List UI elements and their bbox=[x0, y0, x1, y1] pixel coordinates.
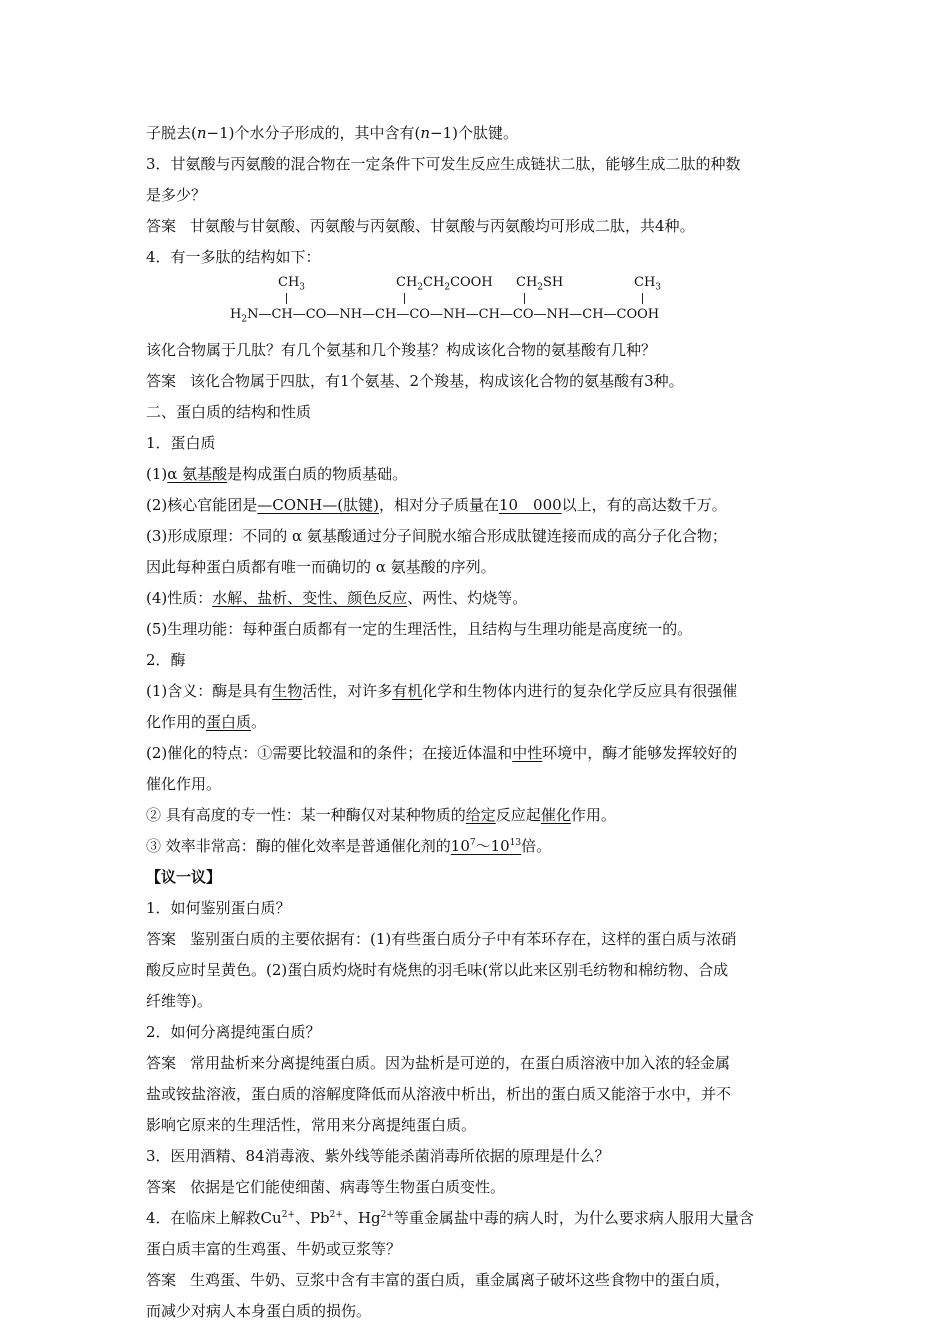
side-chain-2: $CH_2CH_2COOH$ bbox=[396, 275, 493, 293]
question-3-cont: 是多少？ bbox=[146, 186, 207, 204]
item-1-1: (1)α 氨基酸是构成蛋白质的物质基础。 bbox=[146, 465, 408, 483]
question-3: 3．甘氨酸与丙氨酸的混合物在一定条件下可发生反应生成链状二肽，能够生成二肽的种数 bbox=[146, 155, 741, 173]
variable-n: n bbox=[420, 124, 431, 142]
discussion-heading: 【议一议】 bbox=[146, 868, 222, 886]
text: −1)个水分子形成的，其中含有( bbox=[206, 124, 421, 142]
answer-label: 答案 bbox=[146, 217, 177, 235]
discussion-a1-cont: 酸反应时呈黄色。(2)蛋白质灼烧时有烧焦的羽毛味(常以此来区别毛纺物和棉纺物、合成 bbox=[146, 961, 729, 979]
bond-line bbox=[404, 293, 405, 304]
text: 子脱去( bbox=[146, 124, 197, 142]
bond-line bbox=[524, 293, 525, 304]
item-1-3-cont: 因此每种蛋白质都有唯一而确切的 α 氨基酸的序列。 bbox=[146, 558, 496, 576]
answer-text: 甘氨酸与甘氨酸、丙氨酸与丙氨酸、甘氨酸与丙氨酸均可形成二肽，共4种。 bbox=[190, 217, 695, 235]
discussion-a3: 答案 依据是它们能使细菌、病毒等生物蛋白质变性。 bbox=[146, 1178, 506, 1196]
item-1-4: (4)性质：水解、盐析、变性、颜色反应、两性、灼烧等。 bbox=[146, 589, 528, 607]
item-2-2: (2)催化的特点：①需要比较温和的条件；在接近体温和中性环境中，酶才能够发挥较好的 bbox=[146, 744, 738, 762]
question-4: 4．有一多肽的结构如下： bbox=[146, 248, 321, 266]
subheading-enzyme: 2．酶 bbox=[146, 651, 186, 669]
discussion-a2-cont2: 影响它原来的生理活性，常用来分离提纯蛋白质。 bbox=[146, 1116, 477, 1134]
document-page bbox=[146, 118, 816, 1327]
answer-text: 该化合物属于四肽，有1个氨基、2个羧基，构成该化合物的氨基酸有3种。 bbox=[190, 372, 684, 390]
side-chain-3: $CH_2SH$ bbox=[516, 275, 564, 293]
item-2-1-cont: 化作用的蛋白质。 bbox=[146, 713, 267, 731]
discussion-q2: 2．如何分离提纯蛋白质？ bbox=[146, 1023, 321, 1041]
side-chain-4: $CH_3$ bbox=[634, 275, 662, 293]
answer-3 bbox=[146, 211, 816, 242]
answer-label: 答案 bbox=[146, 372, 177, 390]
discussion-q3: 3．医用酒精、84消毒液、紫外线等能杀菌消毒所依据的原理是什么？ bbox=[146, 1147, 610, 1165]
discussion-q1: 1．如何鉴别蛋白质？ bbox=[146, 899, 291, 917]
peptide-structure bbox=[146, 275, 816, 331]
question-4-text: 该化合物属于几肽？有几个氨基和几个羧基？构成该化合物的氨基酸有几种？ bbox=[146, 341, 657, 359]
discussion-a2-cont: 盐或铵盐溶液，蛋白质的溶解度降低而从溶液中析出，析出的蛋白质又能溶于水中，并不 bbox=[146, 1085, 732, 1103]
item-1-2: (2)核心官能团是—CONH—(肽键)，相对分子质量在10 000以上，有的高达数千万。 bbox=[146, 496, 727, 514]
bond-line bbox=[642, 293, 643, 304]
item-2-3: ② 具有高度的专一性：某一种酶仅对某种物质的给定反应起催化作用。 bbox=[146, 806, 616, 824]
item-1-5: (5)生理功能：每种蛋白质都有一定的生理活性，且结构与生理功能是高度统一的。 bbox=[146, 620, 693, 638]
discussion-a4-cont: 而减少对病人本身蛋白质的损伤。 bbox=[146, 1302, 372, 1320]
answer-4 bbox=[146, 366, 816, 397]
discussion-a2: 答案 常用盐析来分离提纯蛋白质。因为盐析是可逆的，在蛋白质溶液中加入浓的轻金属 bbox=[146, 1054, 731, 1072]
item-2-1: (1)含义：酶是具有生物活性，对许多有机化学和生物体内进行的复杂化学反应具有很强催 bbox=[146, 682, 738, 700]
discussion-q4-cont: 蛋白质丰富的生鸡蛋、牛奶或豆浆等？ bbox=[146, 1240, 402, 1258]
discussion-a4: 答案 生鸡蛋、牛奶、豆浆中含有丰富的蛋白质，重金属离子破坏这些食物中的蛋白质， bbox=[146, 1271, 731, 1289]
text: −1)个肽键。 bbox=[430, 124, 518, 142]
discussion-q4: 4．在临床上解救$Cu^{2+}$、$Pb^{2+}$、$Hg^{2+}$等重金属盐中毒的病人时，为什么要求病人服用大量含 bbox=[146, 1209, 754, 1227]
bond-line bbox=[286, 293, 287, 304]
discussion-a1-cont2: 纤维等)。 bbox=[146, 992, 212, 1010]
item-1-3: (3)形成原理：不同的 α 氨基酸通过分子间脱水缩合形成肽键连接而成的高分子化合物； bbox=[146, 527, 727, 545]
subheading-protein: 1．蛋白质 bbox=[146, 434, 216, 452]
discussion-a1: 答案 鉴别蛋白质的主要依据有：(1)有些蛋白质分子中有苯环存在，这样的蛋白质与浓硝 bbox=[146, 930, 737, 948]
side-chain-1: $CH_3$ bbox=[278, 275, 306, 293]
item-2-4: ③ 效率非常高：酶的催化效率是普通催化剂的$10^7\sim 10^{13}$倍。 bbox=[146, 837, 552, 855]
section-heading: 二、蛋白质的结构和性质 bbox=[146, 403, 312, 421]
main-chain: $H_2N—CH—CO—NH—CH—CO—NH—CH—CO—NH—CH—COOH$ bbox=[230, 307, 660, 325]
item-2-2-cont: 催化作用。 bbox=[146, 775, 222, 793]
variable-n: n bbox=[196, 124, 207, 142]
text-line bbox=[146, 118, 816, 149]
